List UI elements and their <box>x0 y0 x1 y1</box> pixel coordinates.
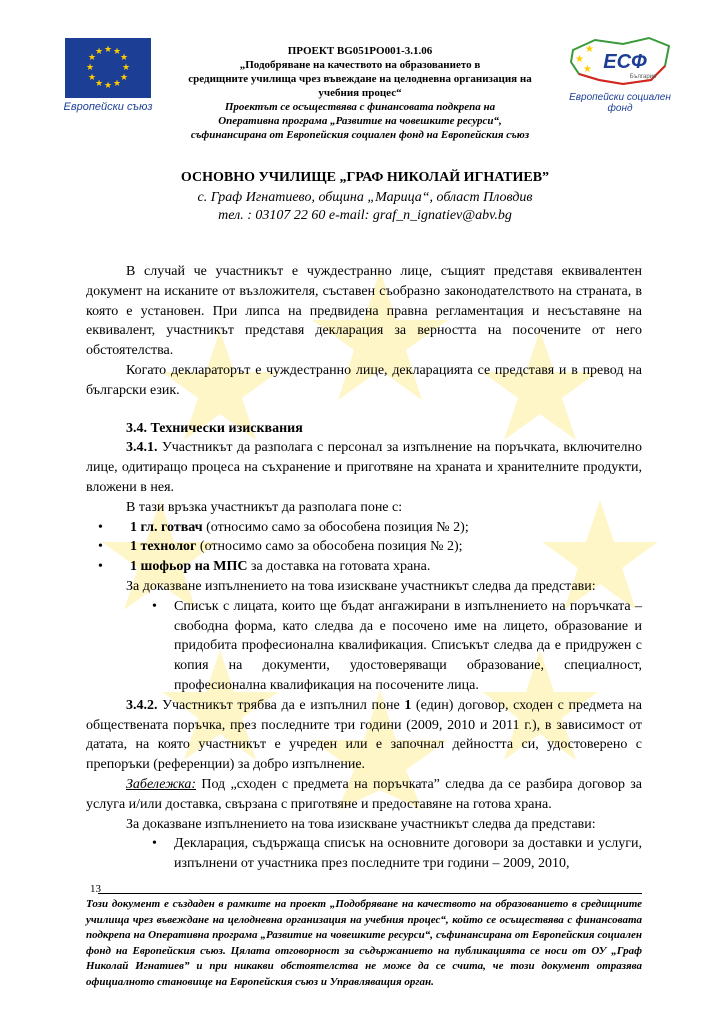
svg-text:★: ★ <box>112 47 122 57</box>
school-name: ОСНОВНО УЧИЛИЩЕ „ГРАФ НИКОЛАЙ ИГНАТИЕВ” <box>180 170 550 185</box>
eu-flag-icon <box>65 38 151 98</box>
project-title <box>160 44 560 100</box>
list-item: • 1 технолог (относимо само за обособена позиция № 2); <box>86 537 642 557</box>
bullet-icon: • <box>98 519 103 535</box>
section-heading <box>86 419 642 439</box>
list-item: • Списък с лицата, които ще бъдат ангажирани в изпълнението на поръчката – свободна форма, като следва да е посочено име на лицето, образование и придобита професионална квалификация. Списъкът следва да е придружен с копия на документи, удостоверяващи образование, специалност, професионална квалификация на посочените лица. <box>152 598 642 693</box>
svg-text:★: ★ <box>94 47 104 57</box>
project-line: „Подобряване на качеството на образованието в <box>239 59 481 71</box>
svg-text:★: ★ <box>85 63 95 73</box>
svg-text:★: ★ <box>121 63 131 73</box>
funding-line: Проектът се осъществява с финансовата подкрепа на <box>224 101 496 113</box>
footer-divider <box>98 893 642 894</box>
funding-line: съфинансирана от Европейския социален фонд на Европейския съюз <box>190 129 530 141</box>
paragraph: Когато деклараторът е чуждестранно лице, декларацията се представя и в превод на български език. <box>86 362 642 398</box>
note-label: Забележка: <box>126 776 197 792</box>
svg-text:★: ★ <box>94 79 104 89</box>
requirement-number: 3.4.1. <box>126 440 158 456</box>
paragraph: В случай че участникът е чуждестранно лице, същият представя еквивалентен документ на исканите от възложителя, съставен съобразно законодателството на страната, в която е установен. При липса на предвидена правна регламентация и несъставяне на еквивалент, участникът представя декларация за верността на посочените от него обстоятелства. <box>86 264 642 359</box>
svg-text:★: ★ <box>103 45 113 55</box>
bullet-icon: • <box>98 559 103 575</box>
funding-statement <box>160 100 560 142</box>
bullet-icon: • <box>152 836 157 852</box>
requirement-341 <box>86 438 642 497</box>
school-address: с. Граф Игнатиево, община „Марица“, област Пловдив <box>197 190 533 205</box>
list-item: • Декларация, съдържаща списък на основните договори за доставки и услуги, изпълнени от участника през последните три години – 2009, 2010, <box>152 836 642 872</box>
svg-text:★: ★ <box>103 81 113 91</box>
page-number: 13 <box>90 883 101 895</box>
note: Забележка: Под „сходен с предмета на поръчката” следва да се разбира договор за услуга и/или доставка, свързана с приготвяне и предоставяне на готова храна. <box>86 776 642 812</box>
paragraph: За доказване изпълнението на това изискване участникът следва да представи: <box>126 816 596 832</box>
svg-text:★: ★ <box>575 54 584 65</box>
eu-logo-caption: Европейски съюз <box>63 101 153 113</box>
bullet-icon: • <box>152 598 157 614</box>
funding-line: Оперативна програма „Развитие на човешките ресурси“, <box>218 115 502 127</box>
svg-text:★: ★ <box>87 53 97 63</box>
list-item: • 1 шофьор на МПС за доставка на готовата храна. <box>86 557 642 577</box>
svg-text:★: ★ <box>87 73 97 83</box>
project-line: ПРОЕКТ BG051PO001-3.1.06 <box>287 45 433 57</box>
requirement-342: 3.4.2. Участникът трябва да е изпълнил поне 1 (един) договор, сходен с предмета на обществената поръчка, през последните три години (2009, 2010 и 2011 г.), в зависимост от датата, на която участникът е учреден или е започнал дейността си, удостоверено с препоръки (референции) за добро изпълнение. <box>86 697 643 773</box>
esf-logo-caption: Европейски социален фонд <box>569 92 671 114</box>
svg-text:★: ★ <box>119 73 129 83</box>
footer-disclaimer: Този документ е създаден в рамките на проект „Подобряване на качеството на образованието в средищните училища чрез въвеждане на целодневна организация на учебния процес“, който се осъществява с финансовата подкрепа на Оперативна програма „Развитие на човешките ресурси“, съфинансирана от Европейския социален фонд на Европейския съюз. Цялата отговорност за съдържанието на публикацията се носи от ОУ „Граф Николай Игнатиев” и при никакви обстоятелства не може да се счита, че този документ отразява официалното становище на Европейския съюз и Управляващия орган. <box>86 898 642 988</box>
school-header <box>120 170 610 225</box>
paragraph: В тази връзка участникът да разполага поне с: <box>126 499 403 515</box>
requirement-text: Участникът да разполага с персонал за изпълнение на поръчката, включително лице, одитиращо процеса на съхранение и приготвяне на храната и хранителните продукти, вложени в нея. <box>86 440 642 495</box>
svg-text:★: ★ <box>583 64 592 75</box>
paragraph: За доказване изпълнението на това изискване участникът следва да представи: <box>126 578 596 594</box>
project-line: средищните училища чрез въвеждане на целодневна организация на <box>188 73 532 85</box>
project-line: учебния процес“ <box>318 87 402 99</box>
svg-text:★: ★ <box>585 44 594 55</box>
school-contact: тел. : 03107 22 60 e-mail: graf_n_ignatiev@abv.bg <box>218 208 512 223</box>
esf-logo-sub: България <box>629 74 657 80</box>
esf-map-icon <box>565 32 675 90</box>
list-item: • 1 гл. готвач (относимо само за обособена позиция № 2); <box>86 518 642 538</box>
svg-text:★: ★ <box>112 79 122 89</box>
bullet-icon: • <box>98 539 103 555</box>
section-title: 3.4. Технически изисквания <box>126 420 303 436</box>
esf-logo-text: ЕСФ <box>603 51 647 73</box>
svg-text:★: ★ <box>119 53 129 63</box>
document-body <box>86 262 642 874</box>
